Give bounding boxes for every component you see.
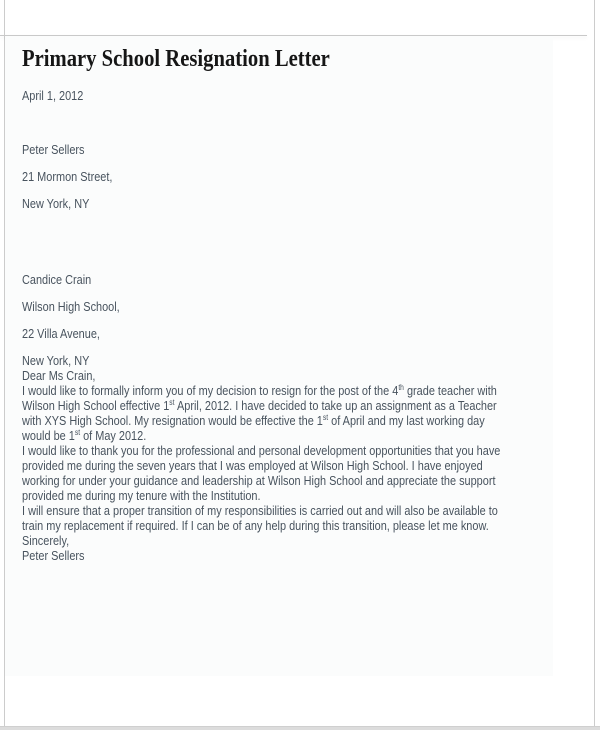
- recipient-name: Candice Crain: [22, 272, 92, 287]
- letter-date: April 1, 2012: [22, 88, 84, 103]
- letter-title: Primary School Resignation Letter: [22, 46, 330, 72]
- salutation: Dear Ms Crain,: [22, 368, 96, 383]
- body-paragraph-1: I would like to formally inform you of my decision to resign for the post of the 4th grade teacher with Wilson High School effective 1st April, 2012. I have decided to take up an assignment as a Teacher with XYS High School. My resignation would be effective the 1st of April and my last working day would be 1st of May 2012.: [22, 383, 497, 443]
- recipient-organization: Wilson High School,: [22, 299, 120, 314]
- signature-name: Peter Sellers: [22, 548, 85, 563]
- page-right-border: [594, 0, 595, 730]
- sender-city: New York, NY: [22, 196, 90, 211]
- sender-street: 21 Mormon Street,: [22, 169, 113, 184]
- recipient-street: 22 Villa Avenue,: [22, 326, 100, 341]
- page-bottom-border: [0, 726, 600, 730]
- letter-panel: [5, 36, 553, 676]
- letter-body: [22, 88, 576, 563]
- sender-address-block: [22, 142, 576, 211]
- sender-name: Peter Sellers: [22, 142, 85, 157]
- body-paragraph-2: I would like to thank you for the professional and personal development opportunities that you have provided me during the seven years that I was employed at Wilson High School. I have enjoyed working for under your guidance and leadership at Wilson High School and appreciate the support provided me during my tenure with the Institution.: [22, 443, 501, 503]
- closing-line: Sincerely,: [22, 533, 70, 548]
- recipient-address-block: [22, 272, 576, 368]
- body-paragraph-3: I will ensure that a proper transition of my responsibilities is carried out and will also be available to train my replacement if required. If I can be of any help during this transition, please let me know.: [22, 503, 498, 533]
- recipient-city: New York, NY: [22, 353, 90, 368]
